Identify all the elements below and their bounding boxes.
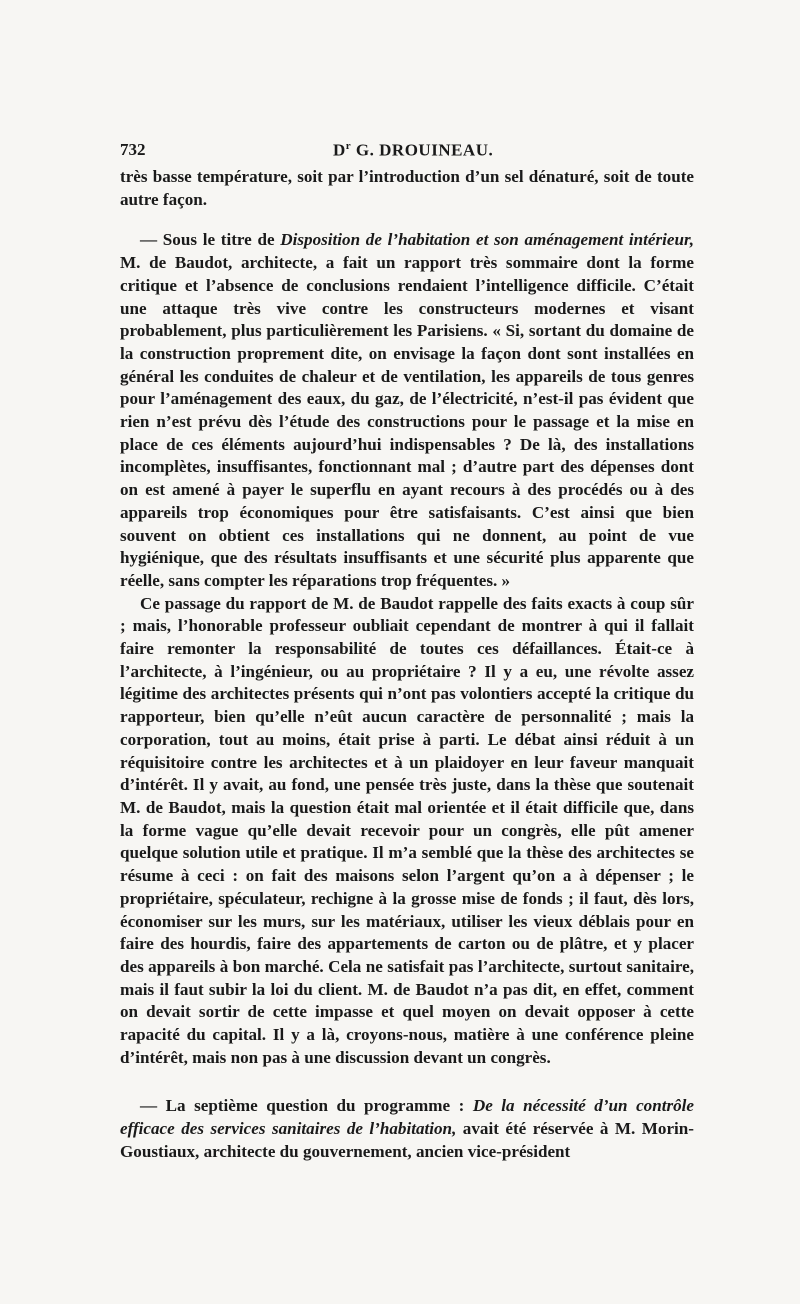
page-number: 732 bbox=[120, 140, 146, 159]
paragraph-seventh-question bbox=[120, 1095, 694, 1163]
paragraph-text: M. de Baudot, architecte, a fait un rapport très sommaire dont la forme critique et l’absence de conclusions rendaient l’intelligence difficile. C’était une attaque très vive contre les constructeurs modernes et visant probablement, plus particulièrement les Parisiens. « Si, sortant du domaine de la construction proprement dite, on envisage la façon dont sont installées en général les conduites de chaleur et de ventilation, les appareils de tous genres pour l’aménagement des eaux, du gaz, de l’électricité, n’est-il pas évident que rien n’est prévu dès l’étude des constructions pour le passage et la mise en place de ces éléments aujourd’hui indispensables ? De là, des installations incomplètes, insuffisantes, fonctionnant mal ; d’autre part des dépenses dont on est amené à payer le superflu en ayant recours à des procédés ou à des appareils trop économiques pour être satisfaisants. C’est ainsi que bien souvent on obtient ces installations qui ne donnent, au point de vue hygiénique, que des résultats insuffisants et une sécurité plus apparente que réelle, sans compter les réparations trop fréquentes. » bbox=[120, 253, 694, 590]
author-sup: r bbox=[345, 140, 352, 152]
paragraph-lead: — Sous le titre de bbox=[140, 230, 281, 250]
author-name: G. DROUINEAU. bbox=[351, 140, 494, 160]
question-title: De la nécessité d’un contrôle efficace des services sanitaires de l’habitation, bbox=[120, 1096, 694, 1139]
paragraph-discussion: Ce passage du rapport de M. de Baudot rappelle des faits exacts à coup sûr ; mais, l’honorable professeur oubliait cependant de montrer à qui il fallait faire remonter la responsabilité de toutes ces défaillances. Était-ce à l’architecte, à l’ingénieur, ou au propriétaire ? Il y a eu, une révolte assez légitime des architectes présents qui n’ont pas volontiers accepté la critique du rapporteur, bien qu’elle n’eût aucun caractère de personnalité ; mais la corporation, tout au moins, était prise à parti. Le débat ainsi réduit à un réquisitoire contre les architectes et à un plaidoyer en leur faveur manquait d’intérêt. Il y avait, au fond, une pensée très juste, dans la thèse que soutenait M. de Baudot, mais la question était mal orientée et il était difficile que, dans la forme vague qu’elle devait recevoir pour un congrès, elle pût amener quelque solution utile et pratique. Il m’a semblé que la thèse des architectes se résume à ceci : on fait des maisons selon l’argent qu’on a à dépenser ; le propriétaire, spéculateur, rechigne à la grosse mise de fonds ; il faut, dès lors, économiser sur les murs, sur les matériaux, utiliser les vieux déblais pour en faire des hourdis, faire des appartements de carton ou de plâtre, et y placer des appareils à bon marché. Cela ne satisfait pas l’architecte, surtout sanitaire, mais il faut subir la loi du client. M. de Baudot n’a pas dit, en effet, comment on devait sortir de cette impasse et quel moyen on devait opposer à cette rapacité du capital. Il y a là, croyons-nous, matière à une conférence pleine d’intérêt, mais non pas à une discussion devant un congrès. bbox=[120, 593, 694, 1067]
running-title bbox=[333, 140, 493, 161]
paragraph-text: avait été réservée à M. Morin-Goustiaux, architecte du gouvernement, ancien vice-président bbox=[120, 1119, 694, 1161]
report-title: Disposition de l’habitation et son aménagement intérieur, bbox=[280, 230, 694, 250]
running-head bbox=[120, 140, 694, 166]
paragraph-baudot-report bbox=[120, 229, 694, 592]
author-prefix: D bbox=[333, 140, 346, 160]
document-page bbox=[120, 140, 694, 1164]
paragraph-continuation: très basse température, soit par l’introduction d’un sel dénaturé, soit de toute autre façon. bbox=[120, 167, 694, 209]
paragraph-lead: — La septième question du programme : bbox=[140, 1096, 473, 1116]
body-text bbox=[120, 166, 694, 1164]
